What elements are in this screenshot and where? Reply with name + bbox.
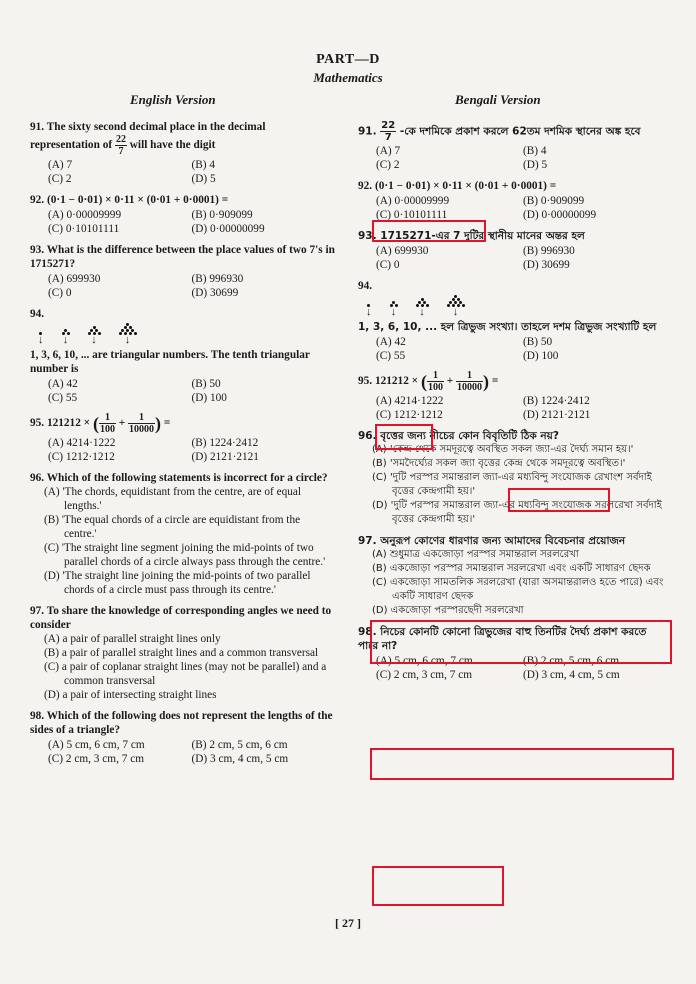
options xyxy=(30,158,335,186)
option-b: (B) 996930 xyxy=(191,273,244,285)
english-column xyxy=(30,120,335,773)
option-c: (C) 0 xyxy=(376,259,400,271)
option-a: (A) 699930 xyxy=(48,273,101,285)
option-c: (C) 2 xyxy=(376,159,400,171)
option-a: (A) 7 xyxy=(48,159,73,171)
down-arrow-icon: ↓ xyxy=(62,334,69,346)
option-b: (B) 996930 xyxy=(523,245,575,257)
option-b: (B) 'The equal chords of a circle are equidistant from the centre.' xyxy=(44,514,301,540)
triangle-dots-figure xyxy=(30,323,335,346)
option-d: (D) 0·00000099 xyxy=(191,223,265,235)
question-text: নিচের কোনটি কোনো ত্রিভুজের বাহু তিনটির দৈর্ঘ্য প্রকাশ করতে পারে না? xyxy=(358,626,647,652)
fraction: $\frac{22}{7}$ xyxy=(381,120,396,143)
options xyxy=(30,738,335,766)
option-a: (A) 0·00009999 xyxy=(48,209,122,221)
down-arrow-icon: ↓ xyxy=(38,334,44,346)
options xyxy=(358,194,670,222)
options xyxy=(358,394,670,422)
question-number: 96. xyxy=(358,430,377,442)
option-a: (A) 42 xyxy=(376,336,406,348)
option-a: (A) 4214·1222 xyxy=(48,437,116,449)
question-text: To share the knowledge of corresponding angles we need to consider xyxy=(30,605,332,631)
highlight-box-q96 xyxy=(370,620,672,664)
option-d: (D) 100 xyxy=(191,392,227,404)
option-b: (B) 50 xyxy=(523,336,553,348)
question-97 xyxy=(30,604,335,702)
option-a: (A) 7 xyxy=(376,145,401,157)
fraction: $\frac{22}{7}$ xyxy=(115,134,126,157)
bengali-version-heading: Bengali Version xyxy=(455,92,541,107)
highlight-box-q97 xyxy=(370,748,674,780)
question-number: 95. xyxy=(358,375,373,388)
option-a: (A) 'কেন্দ্র থেকে সমদূরত্বে অবস্থিত সকল জ্যা-এর দৈর্ঘ্য সমান হয়।' xyxy=(372,444,634,455)
question-text: (0·1 − 0·01) × 0·11 × (0·01 + 0·0001) = xyxy=(46,194,229,206)
option-c: (C) 2 xyxy=(48,173,72,185)
option-d: (D) 5 xyxy=(523,159,548,171)
fraction: $\frac{1}{100}$ xyxy=(99,412,115,435)
question-98 xyxy=(30,709,335,766)
english-version-heading: English Version xyxy=(130,92,216,107)
question-number: 97. xyxy=(30,605,45,617)
option-b: (B) 2 cm, 5 cm, 6 cm xyxy=(191,739,288,751)
option-b: (B) 4 xyxy=(191,159,216,171)
options xyxy=(358,244,670,272)
option-d: (D) a pair of intersecting straight lines xyxy=(44,689,217,701)
option-a: (A) 42 xyxy=(48,378,78,390)
question-96 xyxy=(30,471,335,597)
question-97 xyxy=(358,534,670,618)
option-c: (C) 1212·1212 xyxy=(376,409,443,421)
options xyxy=(358,548,670,618)
subject-heading: Mathematics xyxy=(313,70,383,85)
down-arrow-icon: ↓ xyxy=(124,334,131,346)
option-d: (D) 30699 xyxy=(191,287,239,299)
question-92 xyxy=(358,179,670,222)
question-92 xyxy=(30,193,335,236)
question-94 xyxy=(358,279,670,363)
down-arrow-icon: ↓ xyxy=(452,306,459,318)
question-text: The sixty second decimal place in the decimal representation of xyxy=(30,121,266,152)
option-d: (D) 5 xyxy=(191,173,216,185)
question-text: -কে দশমিকে প্রকাশ করলে 62তম দশমিক স্থানের অঙ্ক হবে xyxy=(399,125,641,138)
question-91 xyxy=(358,120,670,172)
question-text: What is the difference between the place values of two 7's in 1715271? xyxy=(30,244,335,270)
question-number: 93. xyxy=(358,230,377,242)
option-c: (C) 0·10101111 xyxy=(376,209,448,221)
question-number: 92. xyxy=(30,194,45,206)
question-number: 93. xyxy=(30,244,45,256)
option-b: (B) 'সমদৈর্ঘ্যের সকল জ্যা বৃত্তের কেন্দ্র থেকে সমদূরত্বে অবস্থিত।' xyxy=(372,458,626,469)
fraction: $\frac{1}{10000}$ xyxy=(129,412,155,435)
page-number: [ 27 ] xyxy=(335,916,361,930)
part-heading: PART—D xyxy=(316,52,380,67)
option-b: (B) 1224·2412 xyxy=(191,437,259,449)
option-c: (C) 'দুটি পরস্পর সমান্তরাল জ্যা-এর মধ্যবিন্দু সংযোজক রেখাংশ সর্বদাই বৃত্তের কেন্দ্রগামী হয়।' xyxy=(372,472,652,497)
fraction: $\frac{1}{100}$ xyxy=(427,370,443,393)
highlight-box-q95 xyxy=(508,488,610,512)
option-c: (C) 2 cm, 3 cm, 7 cm xyxy=(48,753,145,765)
option-b: (B) 50 xyxy=(191,378,221,390)
option-c: (C) 0·10101111 xyxy=(48,223,120,235)
question-number: 91. xyxy=(30,121,45,133)
options xyxy=(30,377,335,405)
option-a: (A) 4214·1222 xyxy=(376,395,444,407)
question-95: 95. 121212 × ( $\frac{1}{100}$ + $\frac{1}{10000}$ ) = (A) 4214·1222 (B) 1224·2412 (C) 1212·1212 (D) 2121·2121 xyxy=(358,370,670,422)
option-a: (A) শুধুমাত্র একজোড়া পরস্পর সমান্তরাল সরলরেখা xyxy=(372,549,579,560)
option-b: (B) 0·909099 xyxy=(191,209,253,221)
option-d: (D) 30699 xyxy=(523,259,570,271)
highlight-box-q92 xyxy=(372,220,486,242)
highlight-box-q94 xyxy=(375,424,433,450)
question-text: 1715271-এর 7 দুটির স্থানীয় মানের অন্তর হল xyxy=(380,230,585,242)
options xyxy=(30,632,335,702)
option-c: (C) 0 xyxy=(48,287,72,299)
option-c: (C) a pair of coplanar straight lines (may not be parallel) and a common transversal xyxy=(44,661,327,687)
option-a: (A) 0·00009999 xyxy=(376,195,450,207)
question-number: 92. xyxy=(358,180,373,192)
option-c: (C) একজোড়া সামতলিক সরলরেখা (যারা অসমান্তরালও হতে পারে) এবং একটি সাধারণ ছেদক xyxy=(372,577,664,602)
question-text: Which of the following statements is incorrect for a circle? xyxy=(46,472,328,484)
option-d: (D) 0·00000099 xyxy=(523,209,597,221)
option-d: (D) 2121·2121 xyxy=(523,409,591,421)
question-number: 96. xyxy=(30,472,45,484)
option-a: (A) 'The chords, equidistant from the centre, are of equal lengths.' xyxy=(44,486,302,512)
option-a: (A) 699930 xyxy=(376,245,429,257)
options xyxy=(30,485,335,597)
option-c: (C) 'The straight line segment joining the mid-points of two parallel chords of a circle always pass through the centre.' xyxy=(44,542,326,568)
options xyxy=(358,144,670,172)
question-95: 95. 121212 × ( $\frac{1}{100}$ + $\frac{1}{10000}$ ) = (A) 4214·1222 (B) 1224·2412 (C) 1212·1212 (D) 2121·2121 xyxy=(30,412,335,464)
option-a: (A) 5 cm, 6 cm, 7 cm xyxy=(48,739,145,751)
option-b: (B) 2 cm, 5 cm, 6 cm xyxy=(523,655,620,667)
option-d: (D) 'দুটি পরস্পর সমান্তরাল জ্যা-এর মধ্যবিন্দু সংযোজক সরলরেখা সর্বদাই বৃত্তের কেন্দ্রগামী হয়।' xyxy=(372,500,662,525)
options xyxy=(30,436,335,464)
option-c: (C) 55 xyxy=(376,350,406,362)
down-arrow-icon: ↓ xyxy=(91,334,97,346)
options xyxy=(30,272,335,300)
option-c: (C) 55 xyxy=(48,392,78,404)
question-91: 91. The sixty second decimal place in the decimal representation of $\frac{22}{7}$ will have the digit (A) 7 (B) 4 (C) 2 (D) 5 xyxy=(30,120,335,186)
bengali-column xyxy=(358,120,670,689)
question-number: 98. xyxy=(30,710,45,722)
question-text: Which of the following does not represent the lengths of the sides of a triangle? xyxy=(30,710,333,736)
question-text: 1, 3, 6, 10, ... হল ত্রিভুজ সংখ্যা। তাহলে দশম ত্রিভুজ সংখ্যাটি হল xyxy=(358,321,657,333)
option-a: (A) a pair of parallel straight lines only xyxy=(44,633,221,645)
question-94 xyxy=(30,307,335,405)
options xyxy=(358,443,670,527)
fraction: $\frac{1}{10000}$ xyxy=(457,370,483,393)
option-b: (B) 0·909099 xyxy=(523,195,585,207)
option-d: (D) 2121·2121 xyxy=(191,451,259,463)
option-b: (B) a pair of parallel straight lines and a common transversal xyxy=(44,647,319,659)
down-arrow-icon: ↓ xyxy=(366,306,372,318)
option-b: (B) 1224·2412 xyxy=(523,395,590,407)
question-text: বৃত্তের জন্য নীচের কোন বিবৃতিটি ঠিক নয়? xyxy=(380,430,559,442)
question-number: 98. xyxy=(358,626,377,638)
question-text: (0·1 − 0·01) × 0·11 × (0·01 + 0·0001) = xyxy=(374,180,557,192)
question-text: 1, 3, 6, 10, ... are triangular numbers. The tenth triangular number is xyxy=(30,349,310,375)
option-b: (B) একজোড়া পরস্পর সমান্তরাল সরলরেখা এবং একটি সাধারণ ছেদক xyxy=(372,563,651,574)
option-a: (A) 5 cm, 6 cm, 7 cm xyxy=(376,655,473,667)
triangle-dots-figure xyxy=(358,295,670,318)
question-text: অনুরূপ কোণের ধারণার জন্য আমাদের বিবেচনার প্রয়োজন xyxy=(380,535,626,547)
down-arrow-icon: ↓ xyxy=(419,306,425,318)
option-d: (D) একজোড়া পরস্পরছেদী সরলরেখা xyxy=(372,605,524,616)
option-c: (C) 1212·1212 xyxy=(48,451,115,463)
options xyxy=(358,335,670,363)
question-number: 95. xyxy=(30,417,45,430)
question-number: 94. xyxy=(358,280,373,292)
question-number: 91. xyxy=(358,125,377,138)
option-d: (D) 3 cm, 4 cm, 5 cm xyxy=(191,753,289,765)
question-number: 97. xyxy=(358,535,377,547)
options xyxy=(30,208,335,236)
down-arrow-icon: ↓ xyxy=(390,306,397,318)
option-d: (D) 'The straight line joining the mid-points of two parallel chords of a circle must pass through its centre.' xyxy=(44,570,311,596)
option-b: (B) 4 xyxy=(523,145,547,157)
question-93 xyxy=(30,243,335,300)
option-d: (D) 100 xyxy=(523,350,559,362)
option-c: (C) 2 cm, 3 cm, 7 cm xyxy=(376,669,473,681)
question-number: 94. xyxy=(30,308,45,320)
highlight-box-q98 xyxy=(372,866,504,906)
option-d: (D) 3 cm, 4 cm, 5 cm xyxy=(523,669,620,681)
